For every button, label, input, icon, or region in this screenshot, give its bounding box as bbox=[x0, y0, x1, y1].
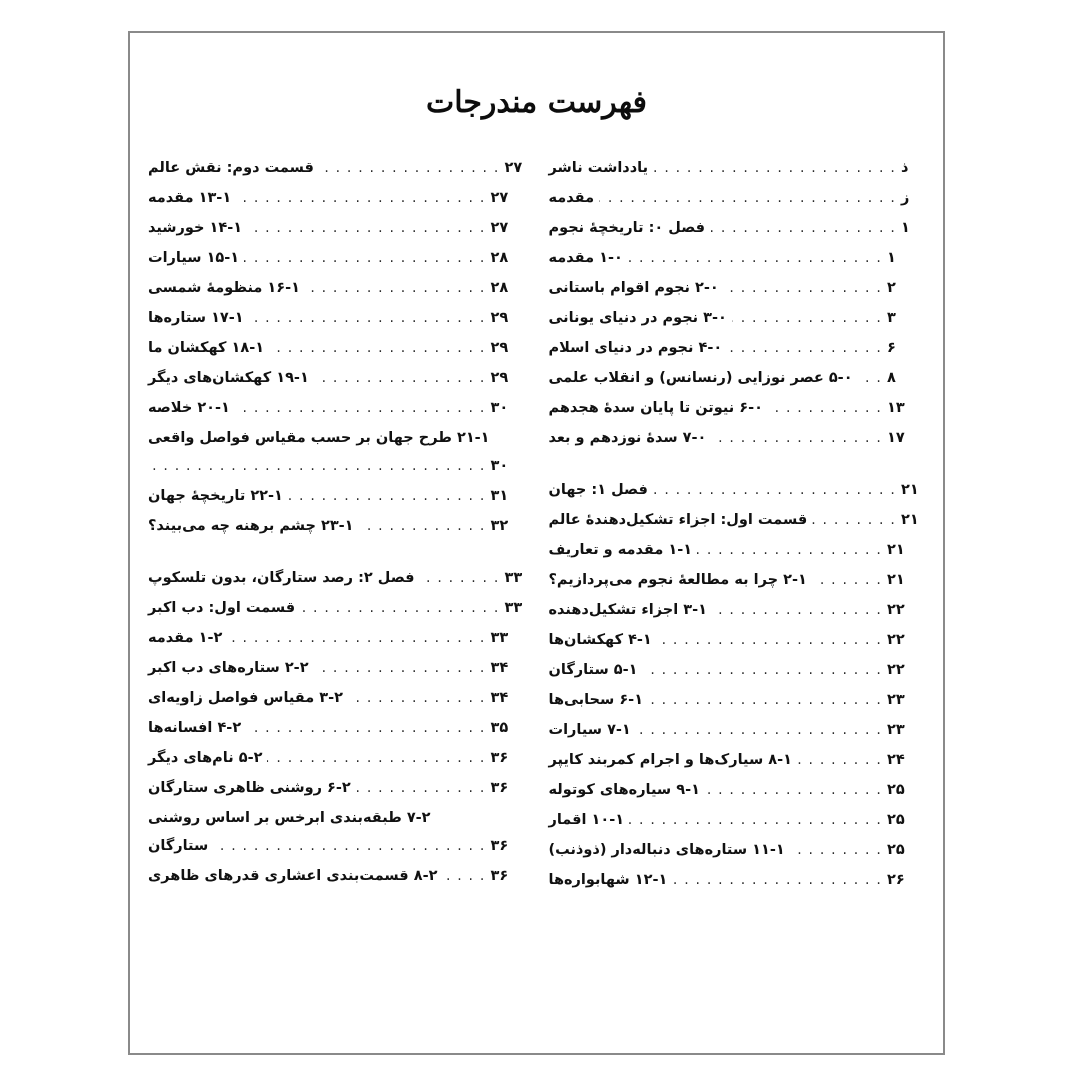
toc-entry-page-number: ۲۳ bbox=[887, 692, 905, 708]
toc-leader-dots bbox=[697, 543, 882, 558]
toc-entry[interactable] bbox=[549, 191, 922, 206]
toc-entry[interactable] bbox=[148, 781, 525, 796]
toc-columns bbox=[130, 161, 943, 1053]
toc-leader-dots bbox=[711, 431, 882, 446]
toc-entry-page-number: ۲۲ bbox=[887, 662, 905, 678]
toc-entry[interactable] bbox=[148, 601, 525, 616]
toc-column-right bbox=[535, 161, 922, 1053]
toc-leader-dots bbox=[712, 603, 882, 618]
toc-entry[interactable] bbox=[549, 251, 922, 266]
toc-entry-title: ۷-۲ طبقه‌بندی ابرخس بر اساس روشنی bbox=[148, 810, 431, 826]
toc-entry-page-number: ۲ bbox=[887, 280, 896, 296]
toc-entry[interactable] bbox=[549, 663, 922, 678]
toc-entry-page-number: ۲۱ bbox=[887, 572, 905, 588]
toc-entry[interactable] bbox=[148, 371, 525, 386]
toc-leader-dots bbox=[599, 191, 896, 206]
toc-entry-page-number: ۲۱ bbox=[901, 482, 919, 498]
toc-entry-title: قسمت اول: دب اکبر bbox=[148, 600, 296, 616]
toc-entry-title: ۷-۱ سیارات bbox=[548, 722, 631, 738]
toc-entry[interactable] bbox=[549, 371, 922, 386]
toc-entry-page-number: ۳۰ bbox=[490, 458, 509, 474]
toc-leader-dots bbox=[629, 813, 882, 828]
toc-entry-title: ۶-۲ روشنی ظاهری ستارگان bbox=[148, 780, 351, 796]
toc-entry[interactable] bbox=[148, 489, 525, 504]
toc-entry-page-number: ۲۱ bbox=[887, 542, 905, 558]
toc-entry-page-number: ۳۴ bbox=[490, 690, 509, 706]
toc-leader-dots bbox=[727, 341, 882, 356]
toc-entry-page-number: ۶ bbox=[887, 340, 896, 356]
toc-leader-dots bbox=[213, 839, 485, 854]
toc-entry-title: فصل ۰: تاریخچۀ نجوم bbox=[548, 220, 706, 236]
toc-entry-page-number: ۳۶ bbox=[490, 868, 509, 884]
toc-leader-dots bbox=[247, 221, 485, 236]
toc-entry-title: ۳-۲ مقیاس فواصل زاویه‌ای bbox=[148, 690, 343, 706]
toc-entry[interactable] bbox=[549, 573, 922, 588]
toc-entry[interactable] bbox=[549, 693, 922, 708]
toc-entry[interactable] bbox=[549, 603, 922, 618]
toc-entry-title: ۱۶-۱ منظومۀ شمسی bbox=[148, 280, 300, 296]
toc-leader-dots bbox=[244, 251, 485, 266]
toc-leader-dots bbox=[858, 371, 882, 386]
toc-leader-dots bbox=[705, 783, 882, 798]
toc-leader-dots bbox=[653, 483, 896, 498]
toc-entry-title: ۱۹-۱ کهکشان‌های دیگر bbox=[148, 370, 309, 386]
toc-entry-title: ۵-۱ ستارگان bbox=[548, 662, 638, 678]
toc-entry-title: ۴-۲ افسانه‌ها bbox=[148, 720, 242, 736]
toc-entry[interactable] bbox=[549, 401, 922, 416]
toc-entry-page-number: ۸ bbox=[887, 370, 896, 386]
toc-entry[interactable] bbox=[148, 721, 525, 736]
toc-leader-dots bbox=[420, 571, 500, 586]
toc-entry-page-number: ۲۳ bbox=[887, 722, 905, 738]
toc-leader-dots bbox=[314, 661, 486, 676]
toc-entry[interactable] bbox=[549, 311, 922, 326]
toc-entry-title: ۳-۰ نجوم در دنیای یونانی bbox=[548, 310, 727, 326]
toc-entry-title: ۲۳-۱ چشم برهنه چه می‌بیند؟ bbox=[148, 518, 354, 534]
toc-entry[interactable] bbox=[148, 661, 525, 676]
toc-entry-title: ستارگان bbox=[148, 838, 209, 854]
toc-leader-dots bbox=[288, 489, 486, 504]
toc-entry-page-number: ذ bbox=[901, 160, 909, 176]
toc-entry[interactable] bbox=[148, 751, 525, 766]
toc-leader-dots bbox=[235, 401, 486, 416]
toc-entry-page-number: ۳۴ bbox=[490, 660, 509, 676]
toc-leader-dots bbox=[790, 843, 882, 858]
toc-leader-dots bbox=[636, 723, 882, 738]
toc-entry-title: ۲۰-۱ خلاصه bbox=[148, 400, 230, 416]
toc-leader-dots bbox=[319, 161, 500, 176]
toc-entry[interactable] bbox=[148, 571, 525, 586]
toc-leader-dots bbox=[710, 221, 896, 236]
toc-entry[interactable] bbox=[549, 813, 922, 828]
toc-page bbox=[128, 31, 945, 1055]
toc-entry-page-number: ۲۲ bbox=[887, 602, 905, 618]
toc-entry-page-number: ۳۶ bbox=[490, 750, 509, 766]
toc-entry-page-number: ۲۷ bbox=[490, 220, 509, 236]
toc-entry-page-number: ۳۲ bbox=[490, 518, 509, 534]
toc-column-left bbox=[148, 161, 535, 1053]
section-spacer bbox=[549, 461, 922, 483]
toc-leader-dots bbox=[643, 663, 883, 678]
toc-entry-title: ۷-۰ سدۀ نوزدهم و بعد bbox=[548, 430, 707, 446]
toc-entry-page-number: ۳۶ bbox=[490, 780, 509, 796]
toc-entry-title: مقدمه bbox=[548, 190, 595, 206]
toc-entry-title: ۵-۲ نام‌های دیگر bbox=[148, 750, 263, 766]
toc-entry[interactable] bbox=[549, 483, 922, 498]
toc-entry-title: ۲-۲ ستاره‌های دب اکبر bbox=[148, 660, 309, 676]
toc-entry-page-number: ۳۳ bbox=[504, 600, 523, 616]
toc-entry-title: ۱-۱ مقدمه و تعاریف bbox=[548, 542, 693, 558]
toc-entry-title: ۱۲-۱ شهابواره‌ها bbox=[548, 872, 668, 888]
toc-entry-page-number: ۳۶ bbox=[490, 838, 509, 854]
toc-leader-dots bbox=[724, 281, 882, 296]
toc-entry-title: ۴-۰ نجوم در دنیای اسلام bbox=[548, 340, 723, 356]
toc-entry-page-number: ۲۲ bbox=[887, 632, 905, 648]
toc-entry-title: ۲-۱ چرا به مطالعۀ نجوم می‌پردازیم؟ bbox=[548, 572, 807, 588]
toc-leader-dots bbox=[236, 191, 485, 206]
toc-entry-page-number: ۲۷ bbox=[490, 190, 509, 206]
toc-leader-dots bbox=[269, 341, 485, 356]
toc-leader-dots bbox=[812, 513, 896, 528]
toc-leader-dots bbox=[768, 401, 882, 416]
toc-leader-dots bbox=[153, 459, 486, 474]
toc-entry-title: ۶-۱ سحابی‌ها bbox=[548, 692, 644, 708]
toc-entry-title: ۱۰-۱ اقمار bbox=[548, 812, 625, 828]
toc-entry-title: ۳-۱ اجزاء تشکیل‌دهنده bbox=[548, 602, 707, 618]
toc-entry[interactable] bbox=[549, 723, 922, 738]
section-spacer bbox=[148, 549, 525, 571]
toc-entry[interactable] bbox=[148, 519, 525, 534]
toc-entry-title: ۱۱-۱ ستاره‌های دنباله‌دار (ذوذنب) bbox=[548, 842, 785, 858]
toc-entry[interactable] bbox=[148, 161, 525, 176]
toc-entry[interactable] bbox=[549, 431, 922, 446]
toc-entry[interactable] bbox=[148, 281, 525, 296]
toc-entry[interactable] bbox=[148, 251, 525, 266]
toc-entry[interactable] bbox=[549, 161, 922, 176]
toc-entry[interactable] bbox=[148, 631, 525, 646]
toc-leader-dots bbox=[732, 311, 882, 326]
toc-entry-title: قسمت اول: اجزاء تشکیل‌دهندۀ عالم bbox=[548, 512, 808, 528]
toc-leader-dots bbox=[628, 251, 882, 266]
toc-entry[interactable] bbox=[549, 753, 922, 768]
toc-entry-page-number: ز bbox=[901, 190, 910, 206]
toc-leader-dots bbox=[249, 311, 486, 326]
toc-entry-title: فصل ۱: جهان bbox=[548, 482, 648, 498]
toc-entry[interactable] bbox=[148, 839, 525, 854]
toc-entry-page-number: ۳ bbox=[887, 310, 896, 326]
toc-entry-title: ۱۳-۱ مقدمه bbox=[148, 190, 232, 206]
toc-entry-page-number: ۲۹ bbox=[490, 370, 509, 386]
toc-leader-dots bbox=[653, 161, 896, 176]
toc-entry[interactable] bbox=[148, 311, 525, 326]
toc-entry-page-number: ۲۸ bbox=[490, 280, 509, 296]
toc-entry-title: ۲۱-۱ طرح جهان بر حسب مقیاس فواصل واقعی bbox=[148, 430, 490, 446]
toc-entry-title: ۱-۰ مقدمه bbox=[548, 250, 623, 266]
toc-entry-title: قسمت دوم: نقش عالم bbox=[148, 160, 314, 176]
toc-leader-dots bbox=[657, 633, 882, 648]
toc-leader-dots bbox=[797, 753, 882, 768]
toc-entry-title: ۹-۱ سیاره‌های کوتوله bbox=[548, 782, 700, 798]
toc-entry-page-number: ۲۵ bbox=[887, 812, 905, 828]
toc-entry-page-number: ۲۹ bbox=[490, 310, 509, 326]
toc-entry[interactable] bbox=[549, 543, 922, 558]
toc-leader-dots bbox=[348, 691, 486, 706]
toc-entry-page-number: ۳۱ bbox=[490, 488, 509, 504]
toc-entry[interactable] bbox=[549, 783, 922, 798]
toc-entry[interactable] bbox=[148, 221, 525, 236]
toc-entry[interactable] bbox=[549, 281, 922, 296]
toc-entry[interactable] bbox=[148, 459, 525, 474]
toc-entry-page-number: ۱۳ bbox=[887, 400, 905, 416]
toc-leader-dots bbox=[300, 601, 499, 616]
toc-entry[interactable] bbox=[549, 341, 922, 356]
toc-entry-page-number: ۲۶ bbox=[887, 872, 905, 888]
toc-entry-title: ۶-۰ نیوتن تا پایان سدۀ هجدهم bbox=[548, 400, 763, 416]
toc-leader-dots bbox=[246, 721, 485, 736]
toc-entry-page-number: ۳۵ bbox=[490, 720, 509, 736]
toc-entry-title: ۸-۱ سیارک‌ها و اجرام کمربند کایپر bbox=[548, 752, 792, 768]
toc-leader-dots bbox=[314, 371, 486, 386]
toc-entry-title: ۲۲-۱ تاریخچۀ جهان bbox=[148, 488, 283, 504]
toc-entry-page-number: ۱ bbox=[901, 220, 910, 236]
toc-entry-title: ۱۸-۱ کهکشان ما bbox=[148, 340, 265, 356]
toc-entry-page-number: ۲۵ bbox=[887, 782, 905, 798]
toc-entry[interactable] bbox=[148, 811, 525, 826]
toc-entry-title: ۵-۰ عصر نوزایی (رنسانس) و انقلاب علمی bbox=[548, 370, 853, 386]
toc-entry-page-number: ۲۴ bbox=[887, 752, 905, 768]
toc-entry-page-number: ۳۳ bbox=[504, 570, 523, 586]
toc-entry[interactable] bbox=[148, 691, 525, 706]
toc-entry-title: ۱۴-۱ خورشید bbox=[148, 220, 243, 236]
toc-entry-title: ۴-۱ کهکشان‌ها bbox=[548, 632, 652, 648]
toc-entry-title: فصل ۲: رصد ستارگان، بدون تلسکوپ bbox=[148, 570, 415, 586]
toc-entry-page-number: ۲۱ bbox=[901, 512, 919, 528]
toc-entry[interactable] bbox=[549, 513, 922, 528]
toc-entry[interactable] bbox=[148, 869, 525, 884]
toc-entry[interactable] bbox=[549, 843, 922, 858]
toc-entry-title: ۱۷-۱ ستاره‌ها bbox=[148, 310, 244, 326]
toc-entry[interactable] bbox=[549, 221, 922, 236]
toc-entry[interactable] bbox=[549, 873, 922, 888]
toc-entry-page-number: ۲۹ bbox=[490, 340, 509, 356]
toc-leader-dots bbox=[267, 751, 485, 766]
toc-entry-page-number: ۲۸ bbox=[490, 250, 509, 266]
toc-leader-dots bbox=[356, 781, 486, 796]
toc-entry[interactable] bbox=[148, 431, 525, 446]
toc-entry-title: ۸-۲ قسمت‌بندی اعشاری قدرهای ظاهری bbox=[148, 868, 438, 884]
page-title: فهرست مندرجات bbox=[425, 85, 648, 120]
toc-entry-page-number: ۳۳ bbox=[490, 630, 509, 646]
toc-leader-dots bbox=[812, 573, 882, 588]
toc-entry-page-number: ۲۷ bbox=[504, 160, 523, 176]
toc-entry[interactable] bbox=[549, 633, 922, 648]
toc-entry[interactable] bbox=[148, 401, 525, 416]
toc-entry-title: ۲-۰ نجوم اقوام باستانی bbox=[548, 280, 719, 296]
toc-entry[interactable] bbox=[148, 191, 525, 206]
toc-entry-page-number: ۳۰ bbox=[490, 400, 509, 416]
toc-leader-dots bbox=[648, 693, 882, 708]
toc-leader-dots bbox=[227, 631, 485, 646]
toc-leader-dots bbox=[359, 519, 486, 534]
toc-entry-page-number: ۱۷ bbox=[887, 430, 905, 446]
toc-entry-page-number: ۲۵ bbox=[887, 842, 905, 858]
toc-entry-title: ۱۵-۱ سیارات bbox=[148, 250, 240, 266]
toc-entry[interactable] bbox=[148, 341, 525, 356]
toc-entry-title: ۱-۲ مقدمه bbox=[148, 630, 223, 646]
toc-entry-page-number: ۱ bbox=[887, 250, 896, 266]
toc-leader-dots bbox=[672, 873, 882, 888]
toc-leader-dots bbox=[442, 869, 485, 884]
toc-entry-title: یادداشت ناشر bbox=[548, 160, 649, 176]
toc-leader-dots bbox=[305, 281, 486, 296]
